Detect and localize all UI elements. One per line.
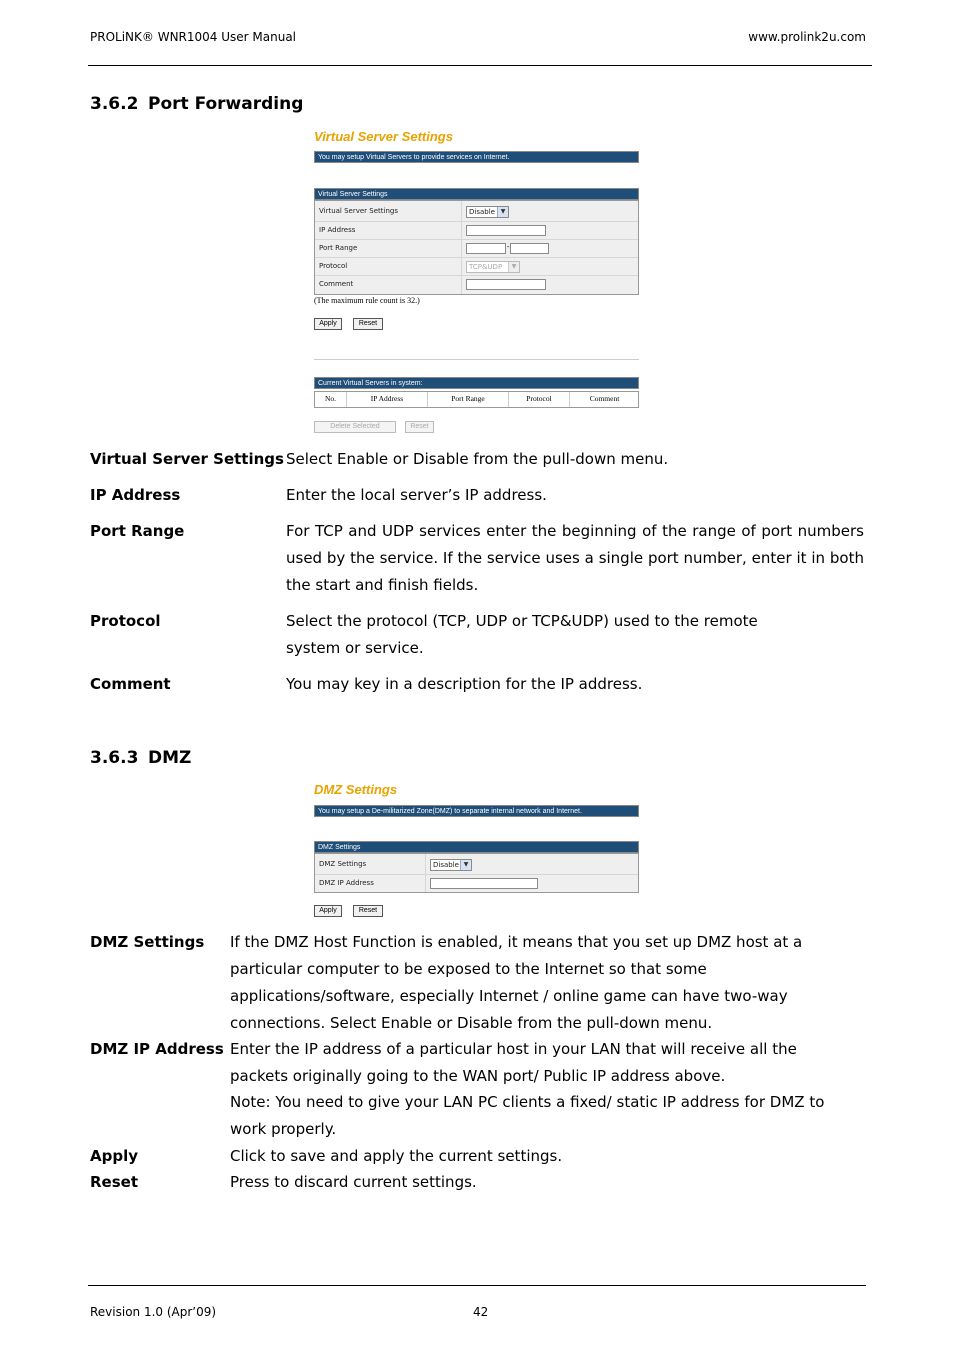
row-vs-settings	[315, 203, 638, 221]
chevron-down-icon: ▼	[508, 262, 519, 272]
port-range-start-input[interactable]	[466, 243, 506, 254]
dmz-enable-select-value: Disable	[433, 861, 459, 869]
desc-dmz-ip-address: Enter the IP address of a particular host in your LAN that will receive all the packets originally going to the WAN port/ Public IP address above.	[230, 1040, 797, 1085]
label-comment: Comment	[319, 280, 354, 288]
term-comment: Comment	[90, 675, 171, 693]
header-title: PROLiNK® WNR1004 User Manual	[90, 30, 297, 44]
label-port-range: Port Range	[319, 244, 358, 252]
header-rule	[88, 65, 872, 66]
vs-divider	[314, 359, 639, 360]
header-url: www.prolink2u.com	[748, 30, 866, 44]
dmz-form-header: DMZ Settings	[314, 841, 639, 853]
section-number: 3.6.3	[90, 748, 139, 768]
virtual-server-title: Virtual Server Settings	[314, 129, 453, 144]
term-ip-address: IP Address	[90, 486, 181, 504]
current-vs-header: Current Virtual Servers in system:	[314, 377, 639, 389]
note-dmz-static-ip: Note: You need to give your LAN PC clients a fixed/ static IP address for DMZ to work properly.	[230, 1093, 825, 1138]
section-title: Port Forwarding	[148, 94, 304, 114]
row-port-range	[315, 239, 638, 257]
desc-protocol: Select the protocol (TCP, UDP or TCP&UDP) used to the remote system or service.	[286, 612, 758, 657]
delete-selected-button[interactable]: Delete Selected	[314, 421, 396, 433]
section-heading-port-forwarding	[90, 94, 303, 114]
dmz-ip-input[interactable]	[430, 878, 538, 889]
ip-address-input[interactable]	[466, 225, 546, 236]
vs-enable-select[interactable]	[466, 206, 509, 218]
term-reset: Reset	[90, 1173, 138, 1191]
virtual-server-banner: You may setup Virtual Servers to provide services on Internet.	[314, 151, 639, 163]
vs-reset-button[interactable]: Reset	[353, 318, 383, 330]
label-vs-settings: Virtual Server Settings	[319, 207, 398, 215]
label-dmz-settings: DMZ Settings	[319, 860, 367, 868]
col-ip-address: IP Address	[370, 394, 404, 403]
vs-apply-button[interactable]: Apply	[314, 318, 342, 330]
row-protocol	[315, 257, 638, 275]
page-number: 42	[473, 1305, 489, 1319]
dmz-reset-button[interactable]: Reset	[353, 905, 383, 917]
row-dmz-ip	[315, 874, 638, 892]
chevron-down-icon: ▼	[460, 860, 471, 870]
term-protocol: Protocol	[90, 612, 161, 630]
desc-virtual-server-settings: Select Enable or Disable from the pull-down menu.	[286, 450, 669, 468]
desc-ip-address: Enter the local server’s IP address.	[286, 486, 547, 504]
desc-dmz-settings: If the DMZ Host Function is enabled, it means that you set up DMZ host at a particular computer to be exposed to the Internet so that some applications/software, especially Internet / online game can have two-way connections. Select Enable or Disable from the pull-down menu.	[230, 933, 803, 1032]
dmz-title: DMZ Settings	[314, 782, 398, 797]
label-protocol: Protocol	[319, 262, 348, 270]
row-dmz-settings	[315, 856, 638, 874]
desc-apply: Click to save and apply the current settings.	[230, 1147, 563, 1165]
section-heading-dmz	[90, 748, 191, 768]
label-ip-address: IP Address	[319, 226, 356, 234]
dmz-apply-button[interactable]: Apply	[314, 905, 342, 917]
rule-count-note: (The maximum rule count is 32.)	[314, 296, 420, 305]
port-range-dash: -	[507, 243, 510, 251]
term-dmz-settings: DMZ Settings	[90, 933, 205, 951]
term-apply: Apply	[90, 1147, 139, 1165]
dmz-enable-select[interactable]	[430, 859, 472, 871]
col-comment: Comment	[589, 394, 620, 403]
col-no: No.	[324, 394, 337, 403]
term-virtual-server-settings: Virtual Server Settings	[90, 450, 284, 468]
table-reset-button[interactable]: Reset	[405, 421, 434, 433]
desc-comment: You may key in a description for the IP address.	[286, 675, 643, 693]
label-dmz-ip: DMZ IP Address	[319, 879, 374, 887]
protocol-select[interactable]	[466, 261, 520, 273]
section-number: 3.6.2	[90, 94, 139, 114]
dmz-banner: You may setup a De-militarized Zone(DMZ) to separate internal network and Internet.	[314, 805, 639, 817]
desc-port-range: For TCP and UDP services enter the beginning of the range of port numbers used by the service. If the service uses a single port number, enter it in both the start and finish fields.	[286, 522, 864, 594]
dmz-settings-form	[314, 853, 639, 893]
row-comment	[315, 275, 638, 293]
col-protocol: Protocol	[526, 394, 552, 403]
vs-form-header: Virtual Server Settings	[314, 188, 639, 200]
footer-rule	[88, 1285, 866, 1286]
chevron-down-icon: ▼	[497, 207, 508, 217]
term-dmz-ip-address: DMZ IP Address	[90, 1040, 224, 1058]
comment-input[interactable]	[466, 279, 546, 290]
desc-reset: Press to discard current settings.	[230, 1173, 477, 1191]
footer-revision: Revision 1.0 (Apr’09)	[90, 1305, 217, 1319]
vs-enable-select-value: Disable	[469, 208, 495, 216]
current-vs-table	[314, 391, 639, 408]
vs-settings-form	[314, 200, 639, 295]
term-port-range: Port Range	[90, 522, 185, 540]
col-port-range: Port Range	[451, 394, 485, 403]
section-title: DMZ	[148, 748, 192, 768]
row-ip-address	[315, 221, 638, 239]
protocol-select-value: TCP&UDP	[469, 263, 503, 271]
port-range-end-input[interactable]	[510, 243, 549, 254]
